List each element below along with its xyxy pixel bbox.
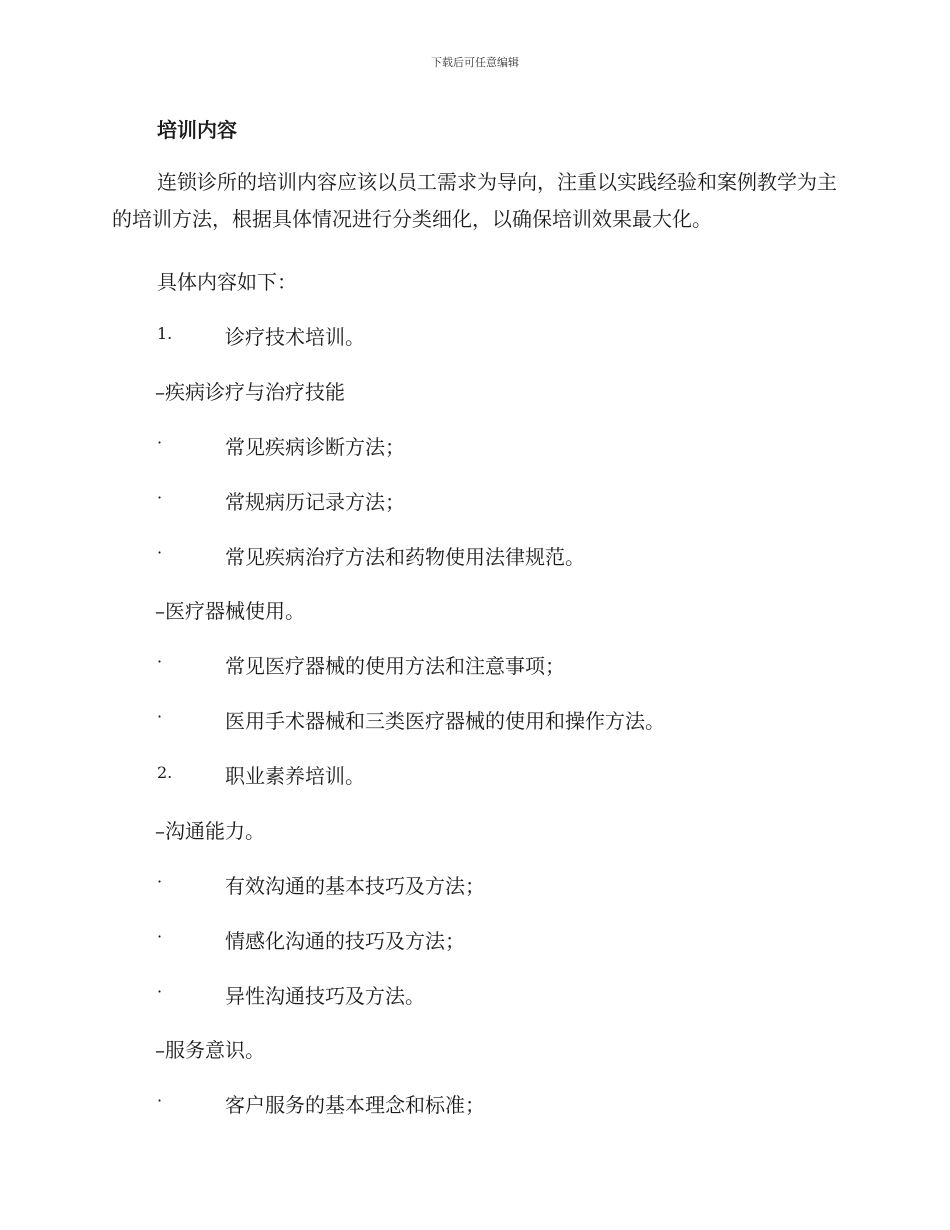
intro-paragraph: 连锁诊所的培训内容应该以员工需求为导向，注重以实践经验和案例教学为主的培训方法，根据具体情况进行分类细化，以确保培训效果最大化。 [112,170,837,231]
list-number: 2. [157,763,173,782]
bullet-marker: · [157,543,163,562]
bullet-marker: · [157,488,163,507]
list-item: 异性沟通技巧及方法。 [225,984,425,1008]
subsection-label: –沟通能力。 [155,819,265,843]
subintro-text: 具体内容如下： [157,270,297,294]
bullet-marker: · [157,927,163,946]
bullet-marker: · [157,652,163,671]
subsection-label: –疾病诊疗与治疗技能 [155,380,345,404]
subsection-label: –服务意识。 [155,1038,265,1062]
list-item: 常见疾病诊断方法； [225,435,405,459]
list-item: 客户服务的基本理念和标准； [225,1093,485,1117]
page-header: 下载后可任意编辑 [431,56,519,69]
bullet-marker: · [157,872,163,891]
bullet-marker: · [157,1091,163,1110]
bullet-marker: · [157,707,163,726]
bullet-marker: · [157,982,163,1001]
list-number: 1. [157,324,173,343]
list-heading: 职业素养培训。 [225,764,365,788]
list-item: 常见医疗器械的使用方法和注意事项； [225,654,565,678]
list-item: 情感化沟通的技巧及方法； [225,929,465,953]
list-item: 常见疾病治疗方法和药物使用法律规范。 [225,545,585,569]
subsection-label: –医疗器械使用。 [155,599,305,623]
list-item: 常规病历记录方法； [225,490,405,514]
section-title: 培训内容 [157,118,237,142]
list-item: 医用手术器械和三类医疗器械的使用和操作方法。 [225,709,665,733]
bullet-marker: · [157,433,163,452]
list-item: 有效沟通的基本技巧及方法； [225,874,485,898]
list-heading: 诊疗技术培训。 [225,325,365,349]
